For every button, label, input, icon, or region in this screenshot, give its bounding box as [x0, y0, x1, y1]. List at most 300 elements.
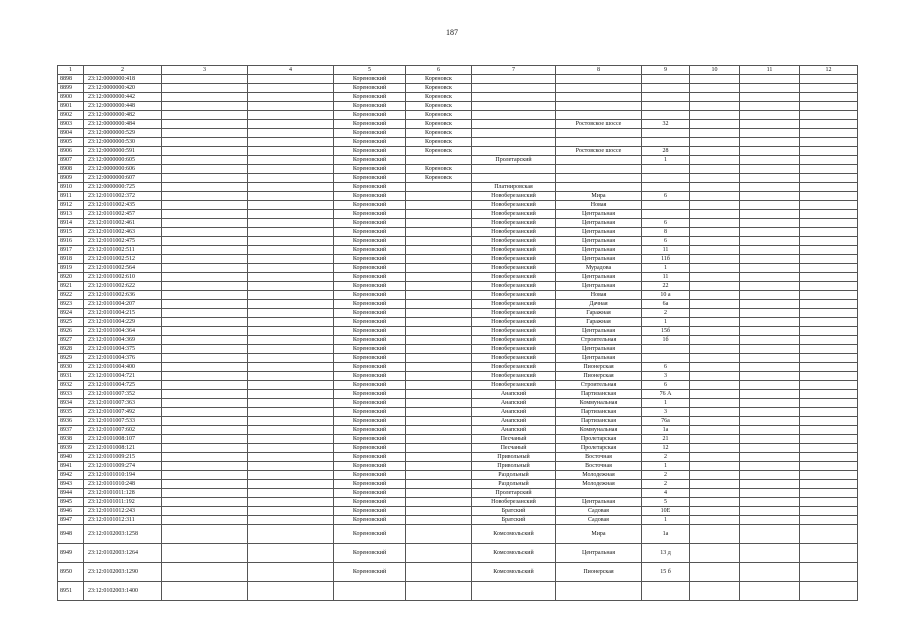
column-3-cell	[162, 327, 248, 336]
table-row	[58, 390, 858, 399]
column-10-cell	[690, 174, 740, 183]
row-number-cell: 8930	[58, 363, 84, 372]
street-cell: Строительная	[556, 381, 642, 390]
column-4-cell	[248, 147, 334, 156]
cadastral-number-cell: 23:12:0101007:602	[84, 426, 162, 435]
city-cell	[406, 563, 472, 582]
cadastral-number-cell: 23:12:0101004:364	[84, 327, 162, 336]
cadastral-number-cell: 23:12:0000000:607	[84, 174, 162, 183]
settlement-cell: Новоберезанский	[472, 327, 556, 336]
column-4-cell	[248, 327, 334, 336]
column-header: 6	[406, 66, 472, 75]
column-12-cell	[800, 273, 858, 282]
table-row	[58, 426, 858, 435]
table-row	[58, 291, 858, 300]
column-11-cell	[740, 327, 800, 336]
street-cell: Молодежная	[556, 480, 642, 489]
cadastral-number-cell: 23:12:0101007:492	[84, 408, 162, 417]
district-cell: Кореновский	[334, 219, 406, 228]
street-cell: Ростовское шоссе	[556, 120, 642, 129]
row-number-cell: 8943	[58, 480, 84, 489]
row-number-cell: 8903	[58, 120, 84, 129]
column-12-cell	[800, 462, 858, 471]
column-12-cell	[800, 282, 858, 291]
house-number-cell	[642, 201, 690, 210]
column-4-cell	[248, 291, 334, 300]
column-4-cell	[248, 75, 334, 84]
column-4-cell	[248, 489, 334, 498]
column-10-cell	[690, 363, 740, 372]
column-11-cell	[740, 192, 800, 201]
column-11-cell	[740, 309, 800, 318]
column-3-cell	[162, 282, 248, 291]
district-cell: Кореновский	[334, 147, 406, 156]
column-12-cell	[800, 582, 858, 601]
district-cell: Кореновский	[334, 291, 406, 300]
table-row	[58, 417, 858, 426]
cadastral-number-cell: 23:12:0101008:121	[84, 444, 162, 453]
settlement-cell: Новоберезанский	[472, 354, 556, 363]
column-12-cell	[800, 174, 858, 183]
street-cell: Садовая	[556, 516, 642, 525]
district-cell: Кореновский	[334, 507, 406, 516]
house-number-cell: 6	[642, 237, 690, 246]
house-number-cell	[642, 165, 690, 174]
column-12-cell	[800, 390, 858, 399]
house-number-cell: 6	[642, 363, 690, 372]
column-10-cell	[690, 129, 740, 138]
column-4-cell	[248, 462, 334, 471]
settlement-cell: Новоберезанский	[472, 363, 556, 372]
column-10-cell	[690, 309, 740, 318]
row-number-cell: 8938	[58, 435, 84, 444]
cadastral-number-cell: 23:12:0101007:533	[84, 417, 162, 426]
city-cell	[406, 453, 472, 462]
column-3-cell	[162, 345, 248, 354]
column-3-cell	[162, 291, 248, 300]
column-4-cell	[248, 563, 334, 582]
house-number-cell	[642, 345, 690, 354]
district-cell: Кореновский	[334, 210, 406, 219]
settlement-cell: Пролетарский	[472, 156, 556, 165]
column-10-cell	[690, 453, 740, 462]
house-number-cell: 11	[642, 246, 690, 255]
column-10-cell	[690, 228, 740, 237]
city-cell	[406, 498, 472, 507]
column-11-cell	[740, 426, 800, 435]
column-10-cell	[690, 183, 740, 192]
house-number-cell	[642, 174, 690, 183]
city-cell	[406, 426, 472, 435]
column-3-cell	[162, 544, 248, 563]
city-cell	[406, 183, 472, 192]
district-cell: Кореновский	[334, 489, 406, 498]
table-row	[58, 462, 858, 471]
street-cell: Центральная	[556, 237, 642, 246]
column-3-cell	[162, 165, 248, 174]
city-cell	[406, 507, 472, 516]
settlement-cell	[472, 120, 556, 129]
house-number-cell: 6	[642, 381, 690, 390]
cadastral-number-cell: 23:12:0101002:372	[84, 192, 162, 201]
row-number-cell: 8901	[58, 102, 84, 111]
cadastral-number-cell: 23:12:0000000:606	[84, 165, 162, 174]
cadastral-number-cell: 23:12:0101004:215	[84, 309, 162, 318]
district-cell: Кореновский	[334, 237, 406, 246]
register-table	[57, 65, 858, 601]
city-cell: Кореновск	[406, 174, 472, 183]
settlement-cell: Новоберезанский	[472, 219, 556, 228]
cadastral-number-cell: 23:12:0102003:1264	[84, 544, 162, 563]
cadastral-number-cell: 23:12:0101009:274	[84, 462, 162, 471]
district-cell: Кореновский	[334, 417, 406, 426]
city-cell: Кореновск	[406, 147, 472, 156]
cadastral-number-cell: 23:12:0101012:243	[84, 507, 162, 516]
house-number-cell: 1	[642, 462, 690, 471]
cadastral-number-cell: 23:12:0101002:463	[84, 228, 162, 237]
column-4-cell	[248, 381, 334, 390]
settlement-cell: Братский	[472, 516, 556, 525]
row-number-cell: 8900	[58, 93, 84, 102]
city-cell	[406, 489, 472, 498]
column-3-cell	[162, 75, 248, 84]
column-10-cell	[690, 381, 740, 390]
column-12-cell	[800, 120, 858, 129]
column-3-cell	[162, 156, 248, 165]
table-row	[58, 165, 858, 174]
district-cell: Кореновский	[334, 255, 406, 264]
street-cell	[556, 138, 642, 147]
column-11-cell	[740, 381, 800, 390]
cadastral-number-cell: 23:12:0000000:482	[84, 111, 162, 120]
cadastral-number-cell: 23:12:0101002:435	[84, 201, 162, 210]
column-4-cell	[248, 282, 334, 291]
column-11-cell	[740, 138, 800, 147]
column-4-cell	[248, 363, 334, 372]
house-number-cell: 22	[642, 282, 690, 291]
district-cell: Кореновский	[334, 563, 406, 582]
row-number-cell: 8947	[58, 516, 84, 525]
settlement-cell	[472, 147, 556, 156]
row-number-cell: 8909	[58, 174, 84, 183]
row-number-cell: 8935	[58, 408, 84, 417]
column-12-cell	[800, 480, 858, 489]
column-11-cell	[740, 75, 800, 84]
settlement-cell: Новоберезанский	[472, 291, 556, 300]
column-12-cell	[800, 201, 858, 210]
column-4-cell	[248, 318, 334, 327]
table-row	[58, 75, 858, 84]
table-row	[58, 544, 858, 563]
column-12-cell	[800, 498, 858, 507]
column-4-cell	[248, 219, 334, 228]
column-header: 12	[800, 66, 858, 75]
cadastral-number-cell: 23:12:0101004:376	[84, 354, 162, 363]
column-3-cell	[162, 399, 248, 408]
column-4-cell	[248, 255, 334, 264]
table-row	[58, 138, 858, 147]
row-number-cell: 8916	[58, 237, 84, 246]
street-cell: Центральная	[556, 246, 642, 255]
house-number-cell: 76а	[642, 417, 690, 426]
city-cell: Кореновск	[406, 138, 472, 147]
column-11-cell	[740, 507, 800, 516]
house-number-cell: 1б	[642, 336, 690, 345]
street-cell: Новая	[556, 291, 642, 300]
cadastral-number-cell: 23:12:0101002:457	[84, 210, 162, 219]
row-number-cell: 8941	[58, 462, 84, 471]
street-cell	[556, 174, 642, 183]
table-header-row	[58, 66, 858, 75]
table-row	[58, 381, 858, 390]
district-cell: Кореновский	[334, 354, 406, 363]
district-cell: Кореновский	[334, 381, 406, 390]
column-11-cell	[740, 489, 800, 498]
row-number-cell: 8946	[58, 507, 84, 516]
table-row	[58, 525, 858, 544]
column-10-cell	[690, 489, 740, 498]
column-12-cell	[800, 354, 858, 363]
street-cell: Пионерская	[556, 372, 642, 381]
house-number-cell: 32	[642, 120, 690, 129]
district-cell: Кореновский	[334, 165, 406, 174]
table-row	[58, 273, 858, 282]
district-cell: Кореновский	[334, 408, 406, 417]
settlement-cell: Новоберезанский	[472, 498, 556, 507]
table-row	[58, 93, 858, 102]
cadastral-number-cell: 23:12:0102003:1258	[84, 525, 162, 544]
column-12-cell	[800, 417, 858, 426]
table-row	[58, 255, 858, 264]
cadastral-number-cell: 23:12:0102003:1290	[84, 563, 162, 582]
column-10-cell	[690, 354, 740, 363]
house-number-cell	[642, 84, 690, 93]
settlement-cell: Раздольный	[472, 471, 556, 480]
row-number-cell: 8933	[58, 390, 84, 399]
settlement-cell: Новоберезанский	[472, 381, 556, 390]
column-3-cell	[162, 417, 248, 426]
house-number-cell	[642, 210, 690, 219]
street-cell: Пролетарская	[556, 435, 642, 444]
table-row	[58, 201, 858, 210]
street-cell	[556, 75, 642, 84]
table-row	[58, 582, 858, 601]
column-12-cell	[800, 327, 858, 336]
table-row	[58, 435, 858, 444]
column-12-cell	[800, 219, 858, 228]
settlement-cell: Анапский	[472, 426, 556, 435]
table-row	[58, 471, 858, 480]
column-11-cell	[740, 282, 800, 291]
column-12-cell	[800, 516, 858, 525]
street-cell: Дачная	[556, 300, 642, 309]
street-cell: Центральная	[556, 255, 642, 264]
row-number-cell: 8910	[58, 183, 84, 192]
column-3-cell	[162, 147, 248, 156]
cadastral-number-cell: 23:12:0101004:229	[84, 318, 162, 327]
column-3-cell	[162, 120, 248, 129]
district-cell: Кореновский	[334, 426, 406, 435]
column-12-cell	[800, 507, 858, 516]
house-number-cell: 6	[642, 192, 690, 201]
settlement-cell: Новоберезанский	[472, 192, 556, 201]
cadastral-number-cell: 23:12:0101002:461	[84, 219, 162, 228]
house-number-cell: 6	[642, 219, 690, 228]
column-3-cell	[162, 435, 248, 444]
column-12-cell	[800, 336, 858, 345]
city-cell	[406, 408, 472, 417]
street-cell: Партизанская	[556, 390, 642, 399]
house-number-cell	[642, 183, 690, 192]
settlement-cell: Новоберезанский	[472, 246, 556, 255]
table-row	[58, 498, 858, 507]
district-cell: Кореновский	[334, 462, 406, 471]
cadastral-number-cell: 23:12:0101002:636	[84, 291, 162, 300]
column-11-cell	[740, 408, 800, 417]
column-4-cell	[248, 471, 334, 480]
city-cell	[406, 327, 472, 336]
row-number-cell: 8932	[58, 381, 84, 390]
table-row	[58, 345, 858, 354]
column-3-cell	[162, 255, 248, 264]
column-3-cell	[162, 246, 248, 255]
city-cell	[406, 300, 472, 309]
settlement-cell: Анапский	[472, 399, 556, 408]
city-cell	[406, 237, 472, 246]
house-number-cell: 4	[642, 489, 690, 498]
row-number-cell: 8918	[58, 255, 84, 264]
street-cell	[556, 489, 642, 498]
district-cell: Кореновский	[334, 111, 406, 120]
column-11-cell	[740, 219, 800, 228]
column-12-cell	[800, 309, 858, 318]
district-cell: Кореновский	[334, 201, 406, 210]
street-cell: Центральная	[556, 228, 642, 237]
table-row	[58, 354, 858, 363]
settlement-cell: Комсомольский	[472, 525, 556, 544]
settlement-cell	[472, 174, 556, 183]
column-11-cell	[740, 336, 800, 345]
column-4-cell	[248, 309, 334, 318]
column-11-cell	[740, 255, 800, 264]
table-row	[58, 489, 858, 498]
column-3-cell	[162, 264, 248, 273]
street-cell: Коммунальная	[556, 399, 642, 408]
settlement-cell: Новоберезанский	[472, 210, 556, 219]
row-number-cell: 8936	[58, 417, 84, 426]
column-3-cell	[162, 516, 248, 525]
district-cell: Кореновский	[334, 318, 406, 327]
column-4-cell	[248, 417, 334, 426]
house-number-cell: 11б	[642, 255, 690, 264]
city-cell	[406, 363, 472, 372]
house-number-cell	[642, 354, 690, 363]
column-12-cell	[800, 228, 858, 237]
cadastral-number-cell: 23:12:0000000:605	[84, 156, 162, 165]
column-12-cell	[800, 426, 858, 435]
column-10-cell	[690, 156, 740, 165]
street-cell: Ростовское шоссе	[556, 147, 642, 156]
house-number-cell	[642, 75, 690, 84]
column-4-cell	[248, 138, 334, 147]
column-3-cell	[162, 192, 248, 201]
table-row	[58, 336, 858, 345]
district-cell: Кореновский	[334, 363, 406, 372]
street-cell: Центральная	[556, 345, 642, 354]
column-11-cell	[740, 372, 800, 381]
table-row	[58, 408, 858, 417]
settlement-cell: Привольный	[472, 453, 556, 462]
column-11-cell	[740, 129, 800, 138]
column-10-cell	[690, 563, 740, 582]
column-12-cell	[800, 563, 858, 582]
house-number-cell: 15 б	[642, 563, 690, 582]
district-cell: Кореновский	[334, 372, 406, 381]
column-4-cell	[248, 399, 334, 408]
column-header: 1	[58, 66, 84, 75]
column-3-cell	[162, 93, 248, 102]
column-12-cell	[800, 246, 858, 255]
cadastral-number-cell: 23:12:0101002:511	[84, 246, 162, 255]
column-10-cell	[690, 111, 740, 120]
column-12-cell	[800, 102, 858, 111]
column-11-cell	[740, 318, 800, 327]
column-12-cell	[800, 381, 858, 390]
city-cell	[406, 255, 472, 264]
column-3-cell	[162, 84, 248, 93]
column-header: 8	[556, 66, 642, 75]
street-cell: Партизанская	[556, 408, 642, 417]
settlement-cell: Анапский	[472, 417, 556, 426]
table-row	[58, 399, 858, 408]
street-cell: Пионерская	[556, 563, 642, 582]
district-cell	[334, 582, 406, 601]
column-3-cell	[162, 354, 248, 363]
column-12-cell	[800, 408, 858, 417]
street-cell: Центральная	[556, 327, 642, 336]
district-cell: Кореновский	[334, 192, 406, 201]
house-number-cell	[642, 93, 690, 102]
table-row	[58, 309, 858, 318]
row-number-cell: 8912	[58, 201, 84, 210]
row-number-cell: 8924	[58, 309, 84, 318]
settlement-cell: Раздольный	[472, 480, 556, 489]
column-12-cell	[800, 453, 858, 462]
row-number-cell: 8949	[58, 544, 84, 563]
column-4-cell	[248, 435, 334, 444]
column-11-cell	[740, 480, 800, 489]
row-number-cell: 8926	[58, 327, 84, 336]
column-4-cell	[248, 264, 334, 273]
settlement-cell: Комсомольский	[472, 544, 556, 563]
district-cell: Кореновский	[334, 300, 406, 309]
table-row	[58, 327, 858, 336]
house-number-cell: 2	[642, 453, 690, 462]
column-3-cell	[162, 480, 248, 489]
house-number-cell: 1	[642, 156, 690, 165]
column-3-cell	[162, 228, 248, 237]
row-number-cell: 8914	[58, 219, 84, 228]
column-12-cell	[800, 345, 858, 354]
column-12-cell	[800, 75, 858, 84]
column-12-cell	[800, 318, 858, 327]
settlement-cell	[472, 138, 556, 147]
street-cell: Пионерская	[556, 363, 642, 372]
column-3-cell	[162, 408, 248, 417]
page-number: 187	[446, 28, 458, 37]
column-header: 2	[84, 66, 162, 75]
settlement-cell	[472, 111, 556, 120]
